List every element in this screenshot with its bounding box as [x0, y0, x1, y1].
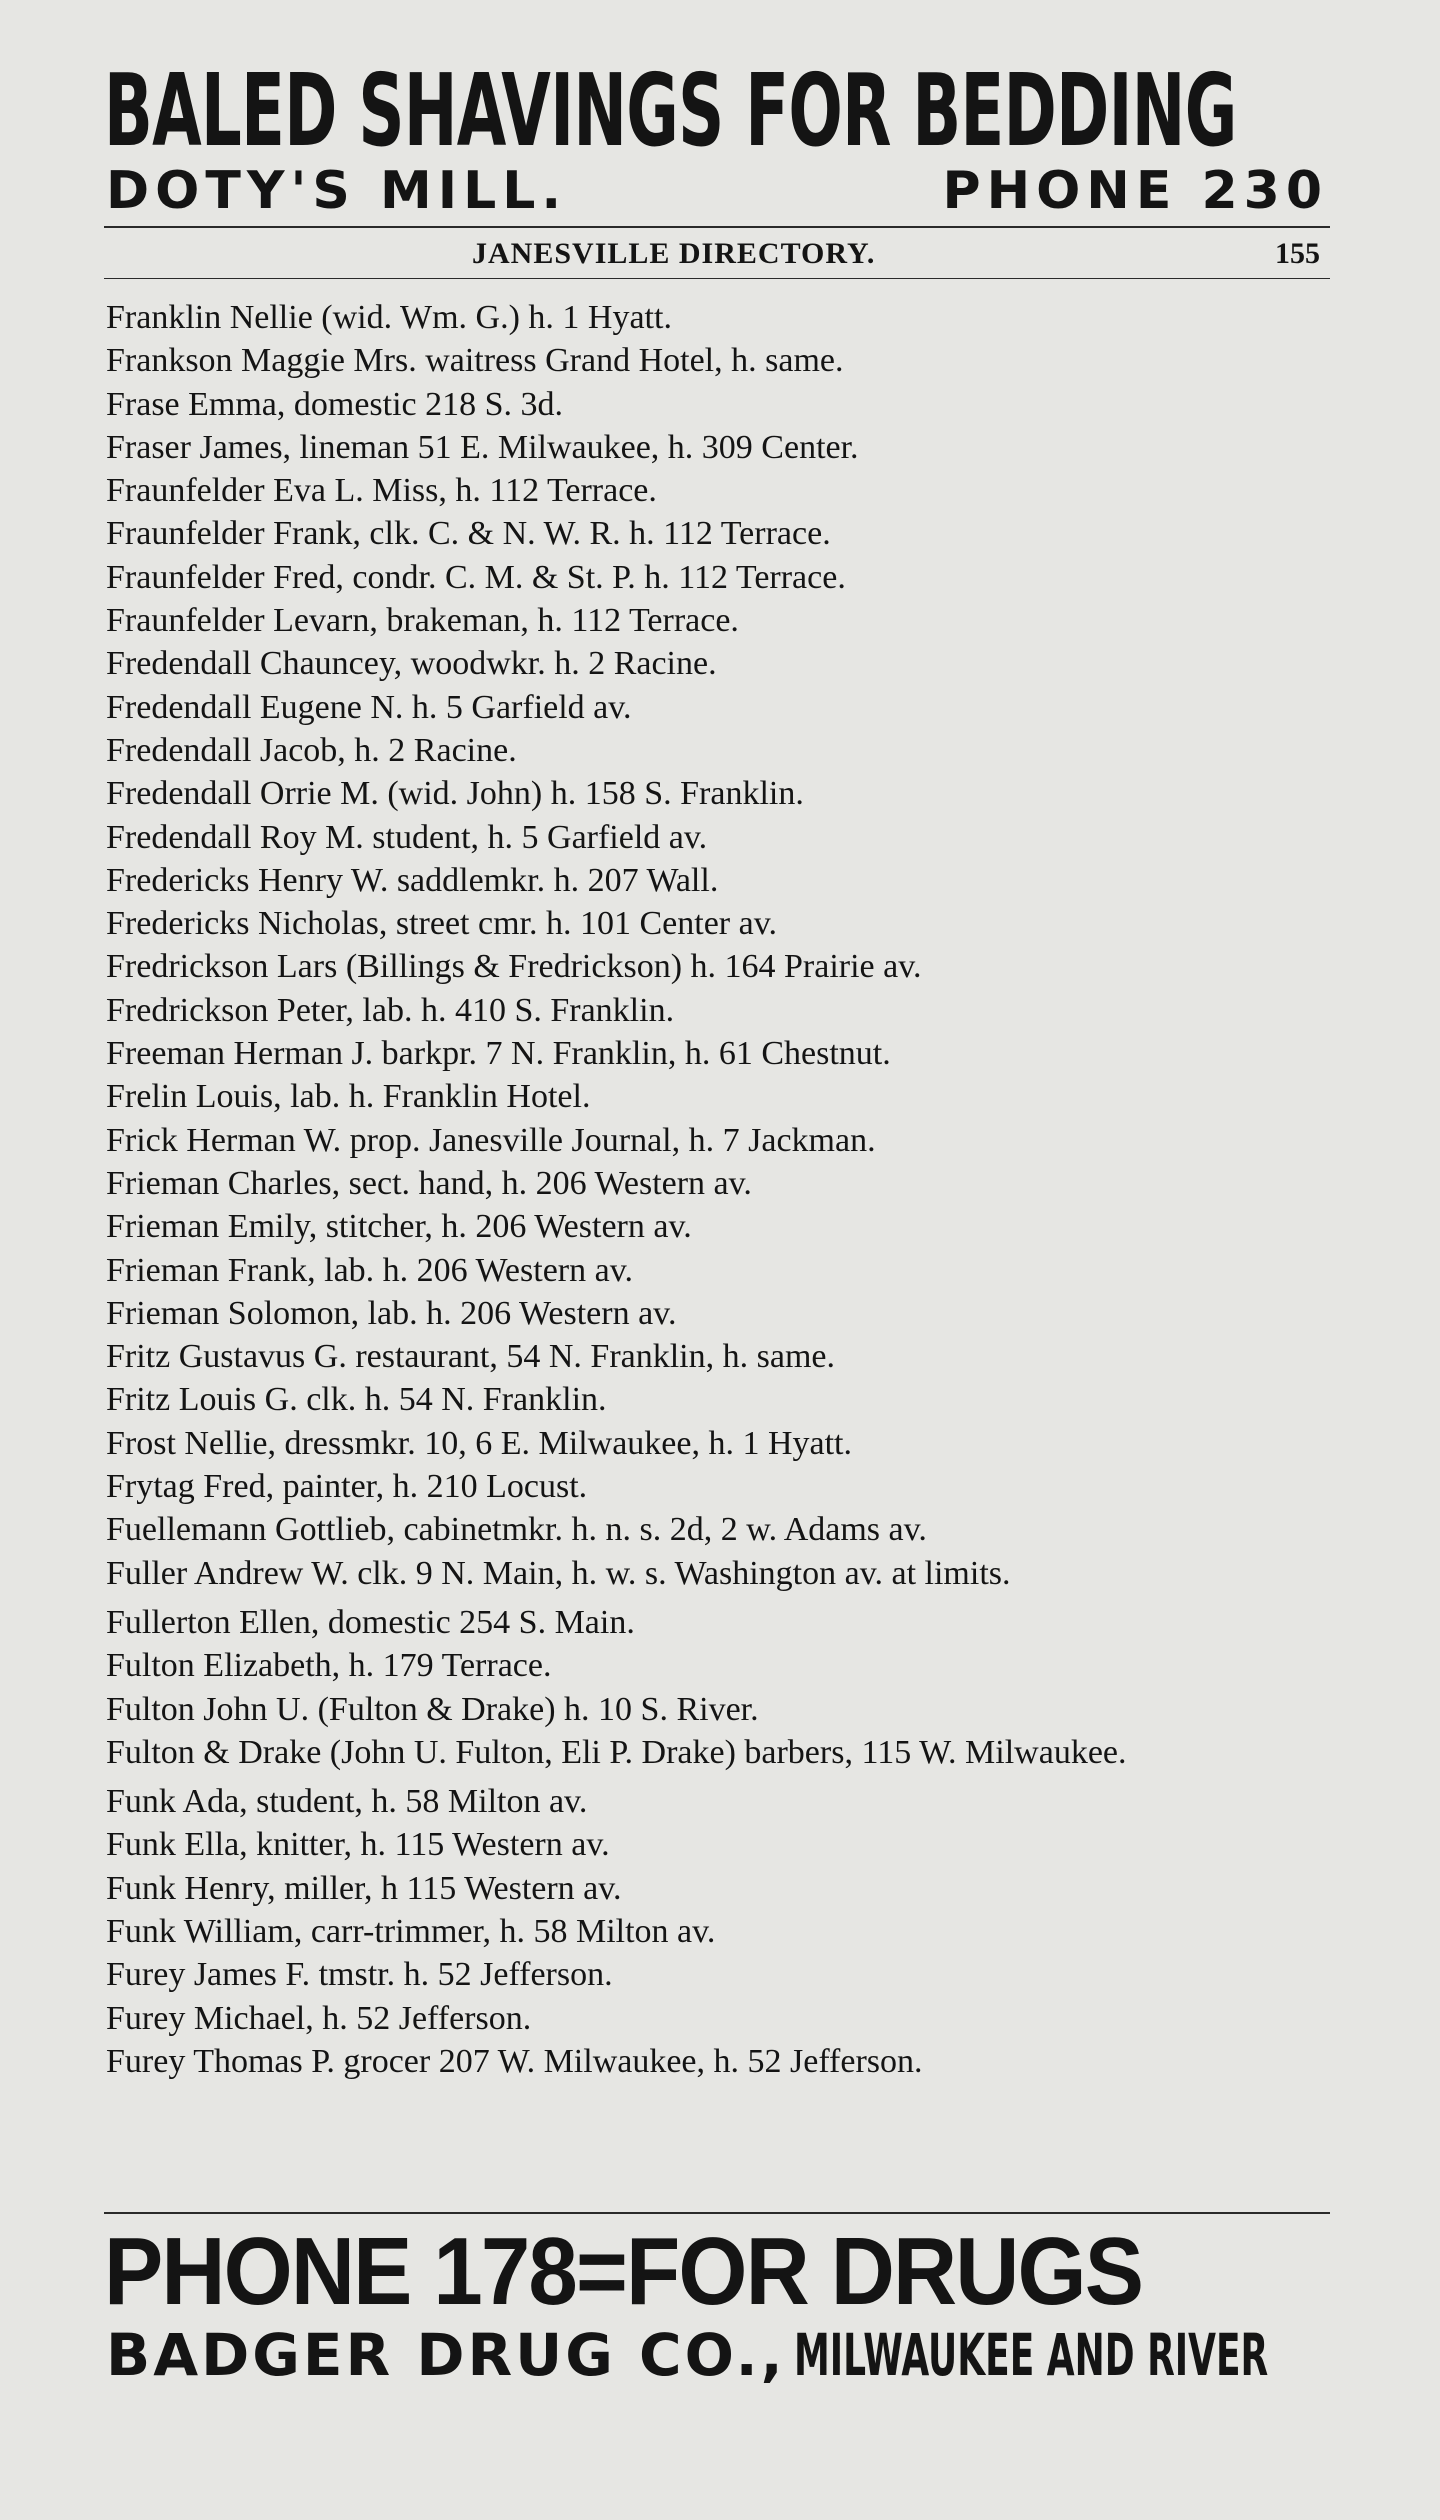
directory-entry: Fredendall Jacob, h. 2 Racine. — [106, 731, 517, 769]
directory-entry: Fraser James, lineman 51 E. Milwaukee, h. 309 Center. — [106, 428, 859, 466]
directory-entry: Freeman Herman J. barkpr. 7 N. Franklin, h. 61 Chestnut. — [106, 1035, 891, 1073]
bottom-ad-location: MILWAUKEE AND RIVER — [793, 2321, 1268, 2389]
directory-entry: Funk Henry, miller, h 115 Western av. — [106, 1869, 622, 1907]
directory-entry: Funk William, carr-trimmer, h. 58 Milton av. — [106, 1912, 716, 1950]
header-rule-bottom — [104, 278, 1330, 279]
directory-entry: Fredendall Roy M. student, h. 5 Garfield av. — [106, 818, 708, 856]
running-head-title: JANESVILLE DIRECTORY. — [472, 237, 876, 270]
directory-entry: Fuller Andrew W. clk. 9 N. Main, h. w. s. Washington av. at limits. — [106, 1554, 1011, 1592]
directory-entry: Fredendall Orrie M. (wid. John) h. 158 S. Franklin. — [106, 775, 804, 813]
directory-entry: Frieman Solomon, lab. h. 206 Western av. — [106, 1294, 677, 1332]
page-number: 155 — [1275, 237, 1320, 270]
directory-entry: Funk Ella, knitter, h. 115 Western av. — [106, 1826, 610, 1864]
directory-entry: Frieman Frank, lab. h. 206 Western av. — [106, 1251, 633, 1289]
directory-entry: Fredericks Henry W. saddlemkr. h. 207 Wall. — [106, 861, 719, 899]
directory-entry: Frytag Fred, painter, h. 210 Locust. — [106, 1468, 588, 1506]
directory-entry: Frase Emma, domestic 218 S. 3d. — [106, 385, 564, 423]
directory-entry: Fredericks Nicholas, street cmr. h. 101 Center av. — [106, 905, 777, 943]
directory-entry: Fraunfelder Levarn, brakeman, h. 112 Terrace. — [106, 602, 739, 640]
directory-entry: Fuellemann Gottlieb, cabinetmkr. h. n. s. 2d, 2 w. Adams av. — [106, 1511, 927, 1549]
directory-entry: Frost Nellie, dressmkr. 10, 6 E. Milwaukee, h. 1 Hyatt. — [106, 1424, 853, 1462]
directory-entry: Frieman Charles, sect. hand, h. 206 Western av. — [106, 1164, 752, 1202]
directory-entry: Fredrickson Lars (Billings & Fredrickson) h. 164 Prairie av. — [106, 948, 922, 986]
header-rule-top — [104, 226, 1330, 228]
bottom-ad-subline — [106, 2320, 1440, 2390]
directory-entry: Funk Ada, student, h. 58 Milton av. — [106, 1783, 588, 1821]
directory-entry: Franklin Nellie (wid. Wm. G.) h. 1 Hyatt. — [106, 299, 672, 336]
directory-entry: Frick Herman W. prop. Janesville Journal, h. 7 Jackman. — [106, 1121, 876, 1159]
directory-entry: Fritz Louis G. clk. h. 54 N. Franklin. — [106, 1381, 607, 1419]
running-head — [104, 232, 1330, 276]
top-ad-mill: DOTY'S MILL. — [106, 161, 568, 221]
directory-entry: Fulton & Drake (John U. Fulton, Eli P. Drake) barbers, 115 W. Milwaukee. — [106, 1733, 1127, 1771]
directory-entry: Fullerton Ellen, domestic 254 S. Main. — [106, 1603, 635, 1641]
directory-entry: Fulton Elizabeth, h. 179 Terrace. — [106, 1647, 552, 1685]
top-ad-phone: PHONE 230 — [942, 161, 1328, 221]
directory-entry: Fraunfelder Eva L. Miss, h. 112 Terrace. — [106, 472, 657, 510]
directory-entry: Furey Thomas P. grocer 207 W. Milwaukee, h. 52 Jefferson. — [106, 2042, 923, 2080]
directory-entry: Furey Michael, h. 52 Jefferson. — [106, 1999, 532, 2037]
directory-entries — [106, 296, 1336, 2083]
directory-entry: Fritz Gustavus G. restaurant, 54 N. Franklin, h. same. — [106, 1338, 835, 1376]
top-ad-headline: BALED SHAVINGS FOR BEDDING — [104, 52, 1237, 169]
footer-rule — [104, 2212, 1330, 2214]
directory-entry: Fulton John U. (Fulton & Drake) h. 10 S. River. — [106, 1690, 759, 1728]
directory-entry: Fraunfelder Frank, clk. C. & N. W. R. h. 112 Terrace. — [106, 515, 831, 553]
directory-entry: Fraunfelder Fred, condr. C. M. & St. P. h. 112 Terrace. — [106, 558, 846, 596]
directory-entry: Frankson Maggie Mrs. waitress Grand Hotel, h. same. — [106, 342, 844, 380]
bottom-ad-headline: PHONE 178=FOR DRUGS — [104, 2218, 1143, 2325]
directory-entry: Frieman Emily, stitcher, h. 206 Western av. — [106, 1208, 692, 1246]
directory-entry: Fredrickson Peter, lab. h. 410 S. Franklin. — [106, 991, 675, 1029]
directory-entry: Fredendall Eugene N. h. 5 Garfield av. — [106, 688, 632, 726]
directory-entry: Furey James F. tmstr. h. 52 Jefferson. — [106, 1956, 613, 1994]
bottom-ad-company: BADGER DRUG CO., — [106, 2321, 786, 2389]
directory-entry: Fredendall Chauncey, woodwkr. h. 2 Racine. — [106, 645, 717, 683]
top-ad-subline — [106, 158, 1328, 224]
directory-entry: Frelin Louis, lab. h. Franklin Hotel. — [106, 1078, 591, 1116]
